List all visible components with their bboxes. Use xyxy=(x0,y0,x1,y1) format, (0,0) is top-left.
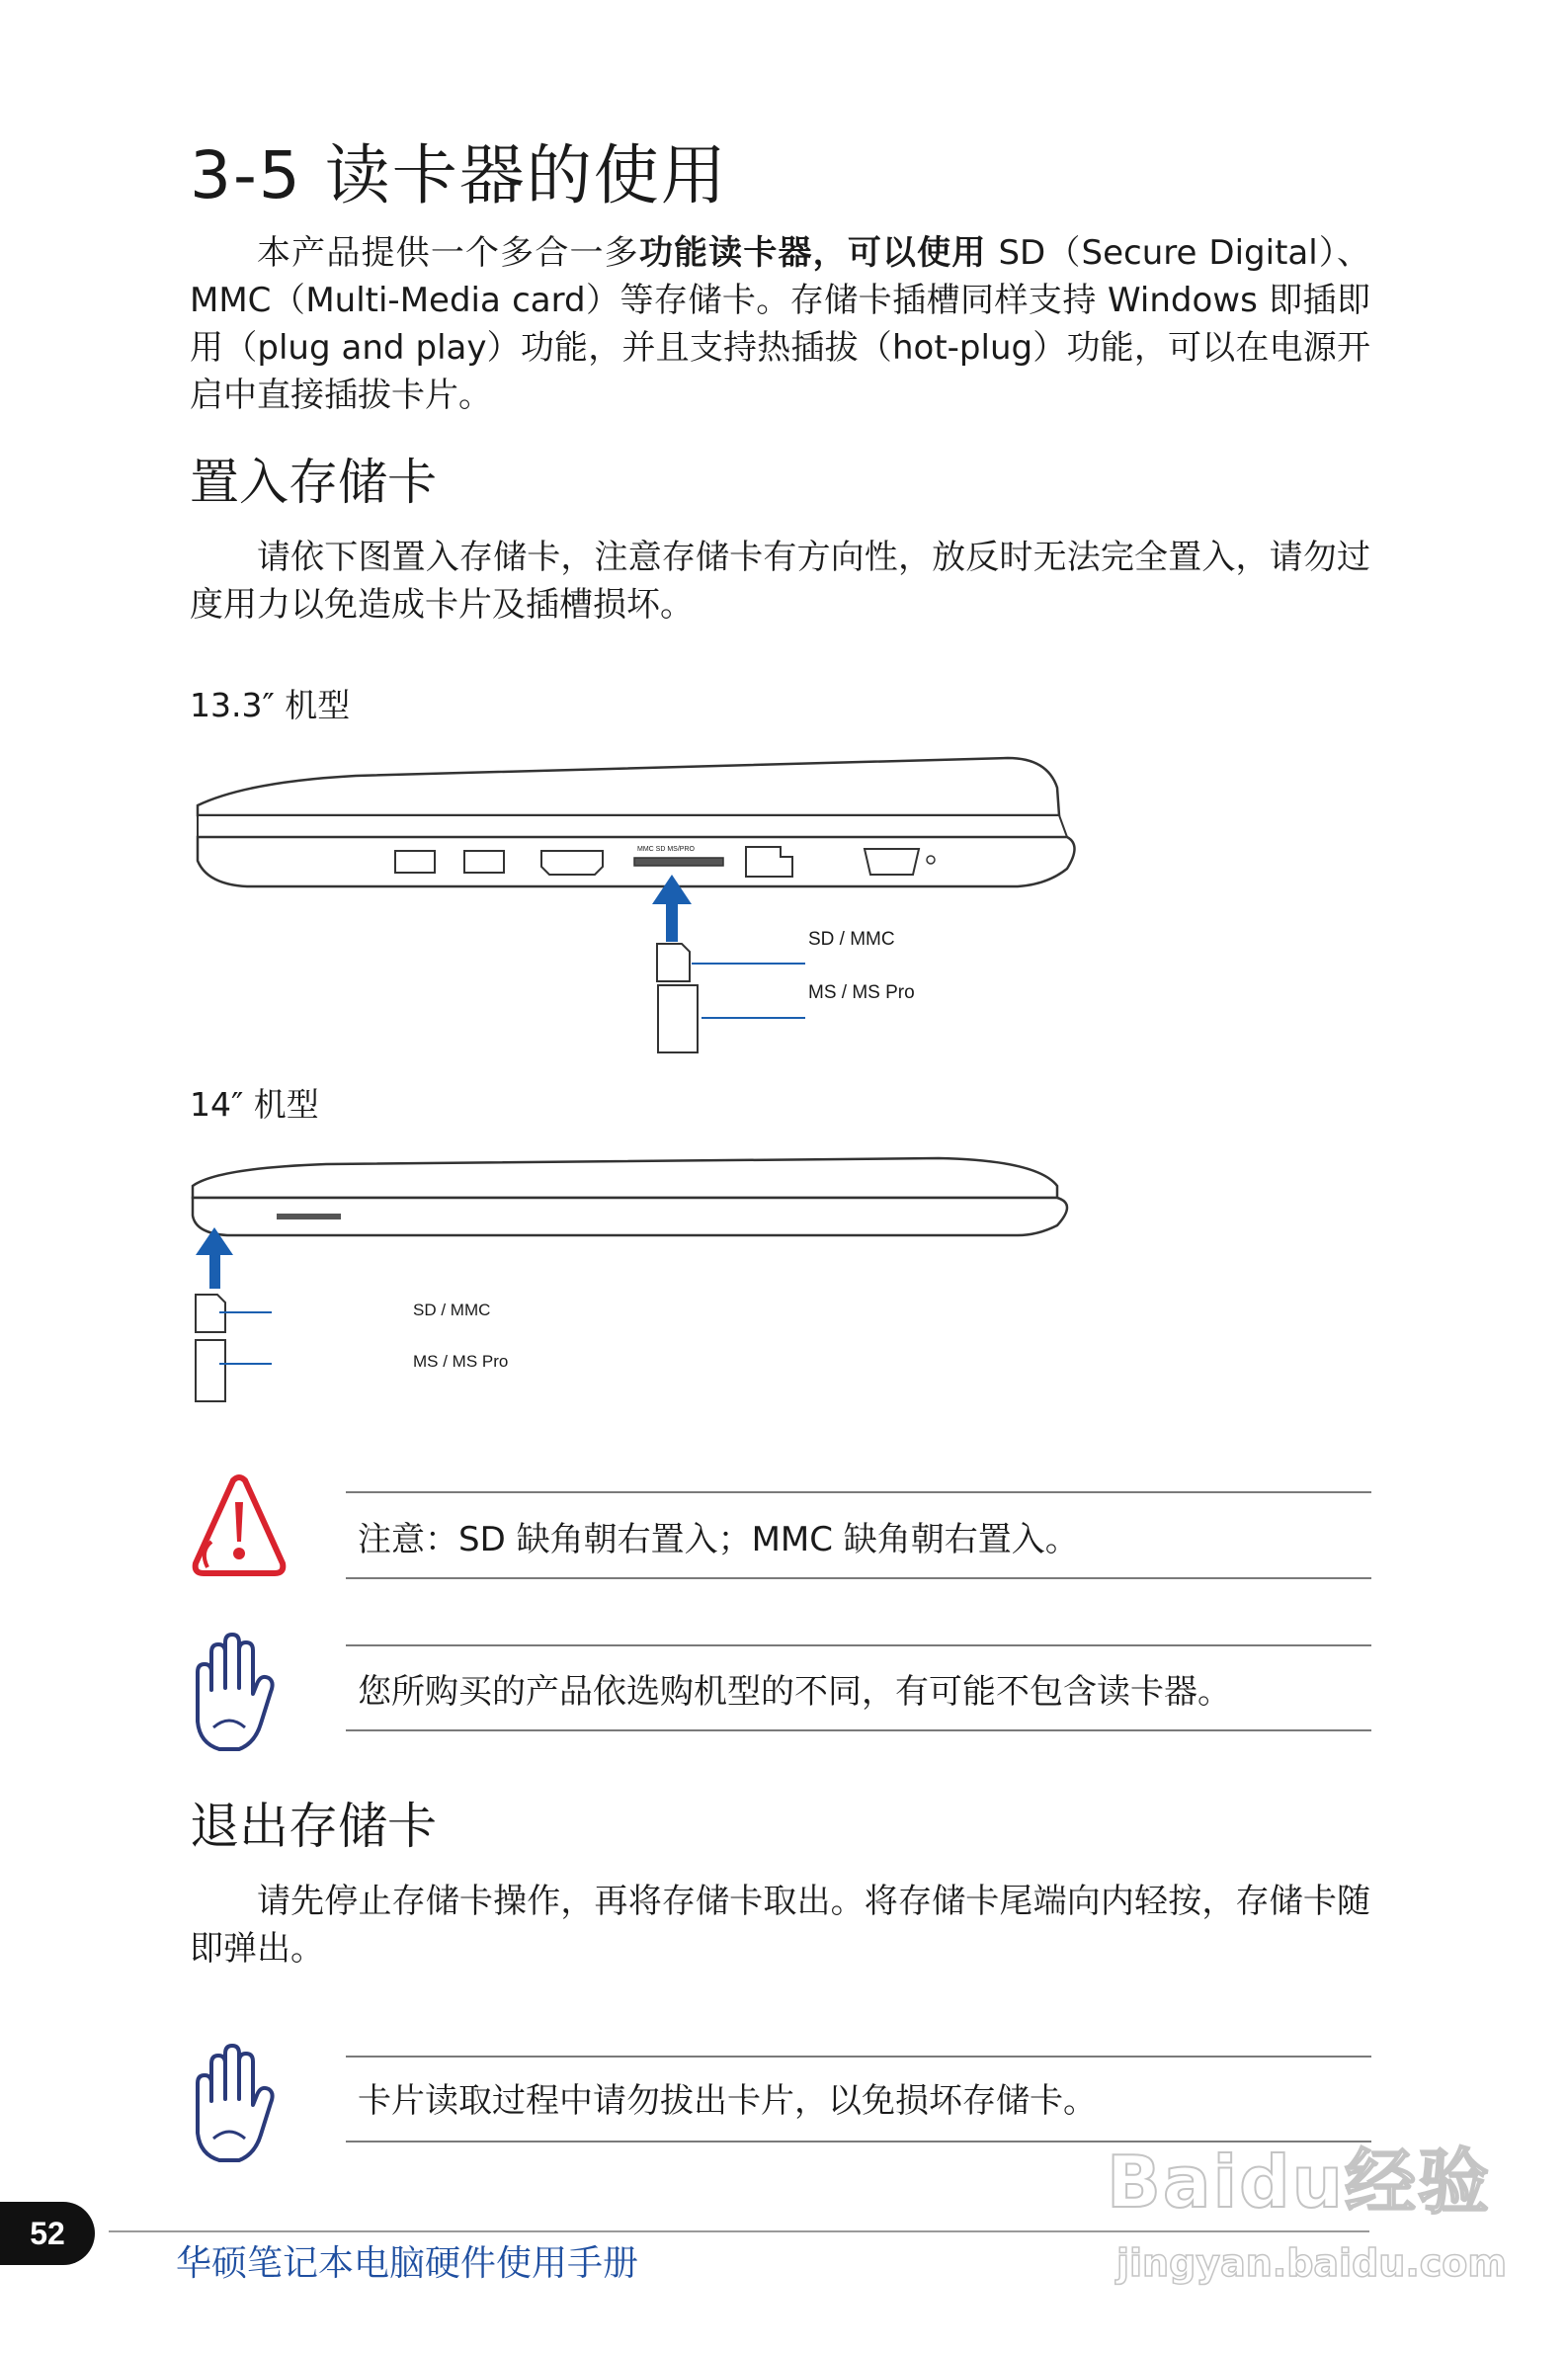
warning-icon xyxy=(190,1472,289,1581)
note-3-top-rule xyxy=(346,2056,1371,2058)
ms-label-14: MS / MS Pro xyxy=(413,1352,509,1371)
note-1-top-rule xyxy=(346,1491,1371,1493)
eject-paragraph: 请先停止存储卡操作，再将存储卡取出。将存储卡尾端向内轻按，存储卡随即弹出。 xyxy=(190,1882,1370,1969)
footer-rule xyxy=(109,2230,1369,2232)
card-slot-14 xyxy=(277,1214,341,1219)
hand-icon xyxy=(186,1633,285,1761)
section-title: 3-5 读卡器的使用 xyxy=(190,137,728,213)
hdmi-port xyxy=(541,851,603,875)
sd-label-13: SD / MMC xyxy=(808,929,895,950)
usb-port-1 xyxy=(395,851,435,873)
usb-port-2 xyxy=(464,851,504,873)
note-2-bottom-rule xyxy=(346,1729,1371,1731)
intro-text-start: 本产品提供一个多合一多 xyxy=(257,233,639,273)
intro-text-end: SD（Secure Digital）、MMC（Multi-Media card）等存储卡。存储卡插槽同样支持 Windows 即插即用（plug and play）功能，并且支持热插拔（hot-plug）功能，可以在电源开启中直接插拔卡片。 xyxy=(190,233,1371,415)
vga-port xyxy=(865,849,919,875)
intro-text-bold: 功能读卡器，可以使用 xyxy=(638,233,987,273)
page-number: 52 xyxy=(0,2202,95,2265)
note-2-text: 您所购买的产品依选购机型的不同，有可能不包含读卡器。 xyxy=(358,1672,1231,1712)
sd-label-14: SD / MMC xyxy=(413,1301,491,1319)
note-2-top-rule xyxy=(346,1644,1371,1646)
model-14-label: 14″ 机型 xyxy=(190,1085,319,1124)
insert-arrow-shaft-14 xyxy=(209,1253,220,1289)
sd-card-13 xyxy=(657,944,690,981)
laptop-13-lid xyxy=(198,758,1059,815)
ms-card-13 xyxy=(658,985,698,1052)
watermark-logo: Baidu经验 xyxy=(1107,2141,1491,2224)
insert-arrow-shaft-13 xyxy=(666,902,678,942)
hand-icon-2 xyxy=(186,2044,285,2172)
ms-label-13: MS / MS Pro xyxy=(808,982,915,1003)
watermark-url: jingyan.baidu.com xyxy=(1116,2241,1507,2285)
ms-card-14 xyxy=(196,1340,225,1401)
eject-heading: 退出存储卡 xyxy=(190,1798,437,1855)
model-13-label: 13.3″ 机型 xyxy=(190,686,351,724)
footer-title: 华硕笔记本电脑硬件使用手册 xyxy=(176,2243,639,2284)
laptop-14-diagram xyxy=(188,1146,1077,1443)
insert-paragraph: 请依下图置入存储卡，注意存储卡有方向性，放反时无法完全置入，请勿过度用力以免造成卡片及插槽损坏。 xyxy=(190,538,1370,625)
note-3-text: 卡片读取过程中请勿拔出卡片，以免损坏存储卡。 xyxy=(358,2081,1097,2121)
card-slot-13 xyxy=(634,858,723,866)
note-1-text: 注意：SD 缺角朝右置入；MMC 缺角朝右置入。 xyxy=(358,1520,1079,1559)
note-1-bottom-rule xyxy=(346,1577,1371,1579)
insert-heading: 置入存储卡 xyxy=(190,454,437,511)
spacer xyxy=(192,1158,193,1159)
slot-text-13: MMC SD MS/PRO xyxy=(637,846,695,853)
laptop-14-lid xyxy=(193,1158,1057,1198)
laptop-13-hinge xyxy=(198,815,1067,837)
laptop-13-diagram xyxy=(188,746,1077,1072)
intro-paragraph xyxy=(190,229,1370,419)
